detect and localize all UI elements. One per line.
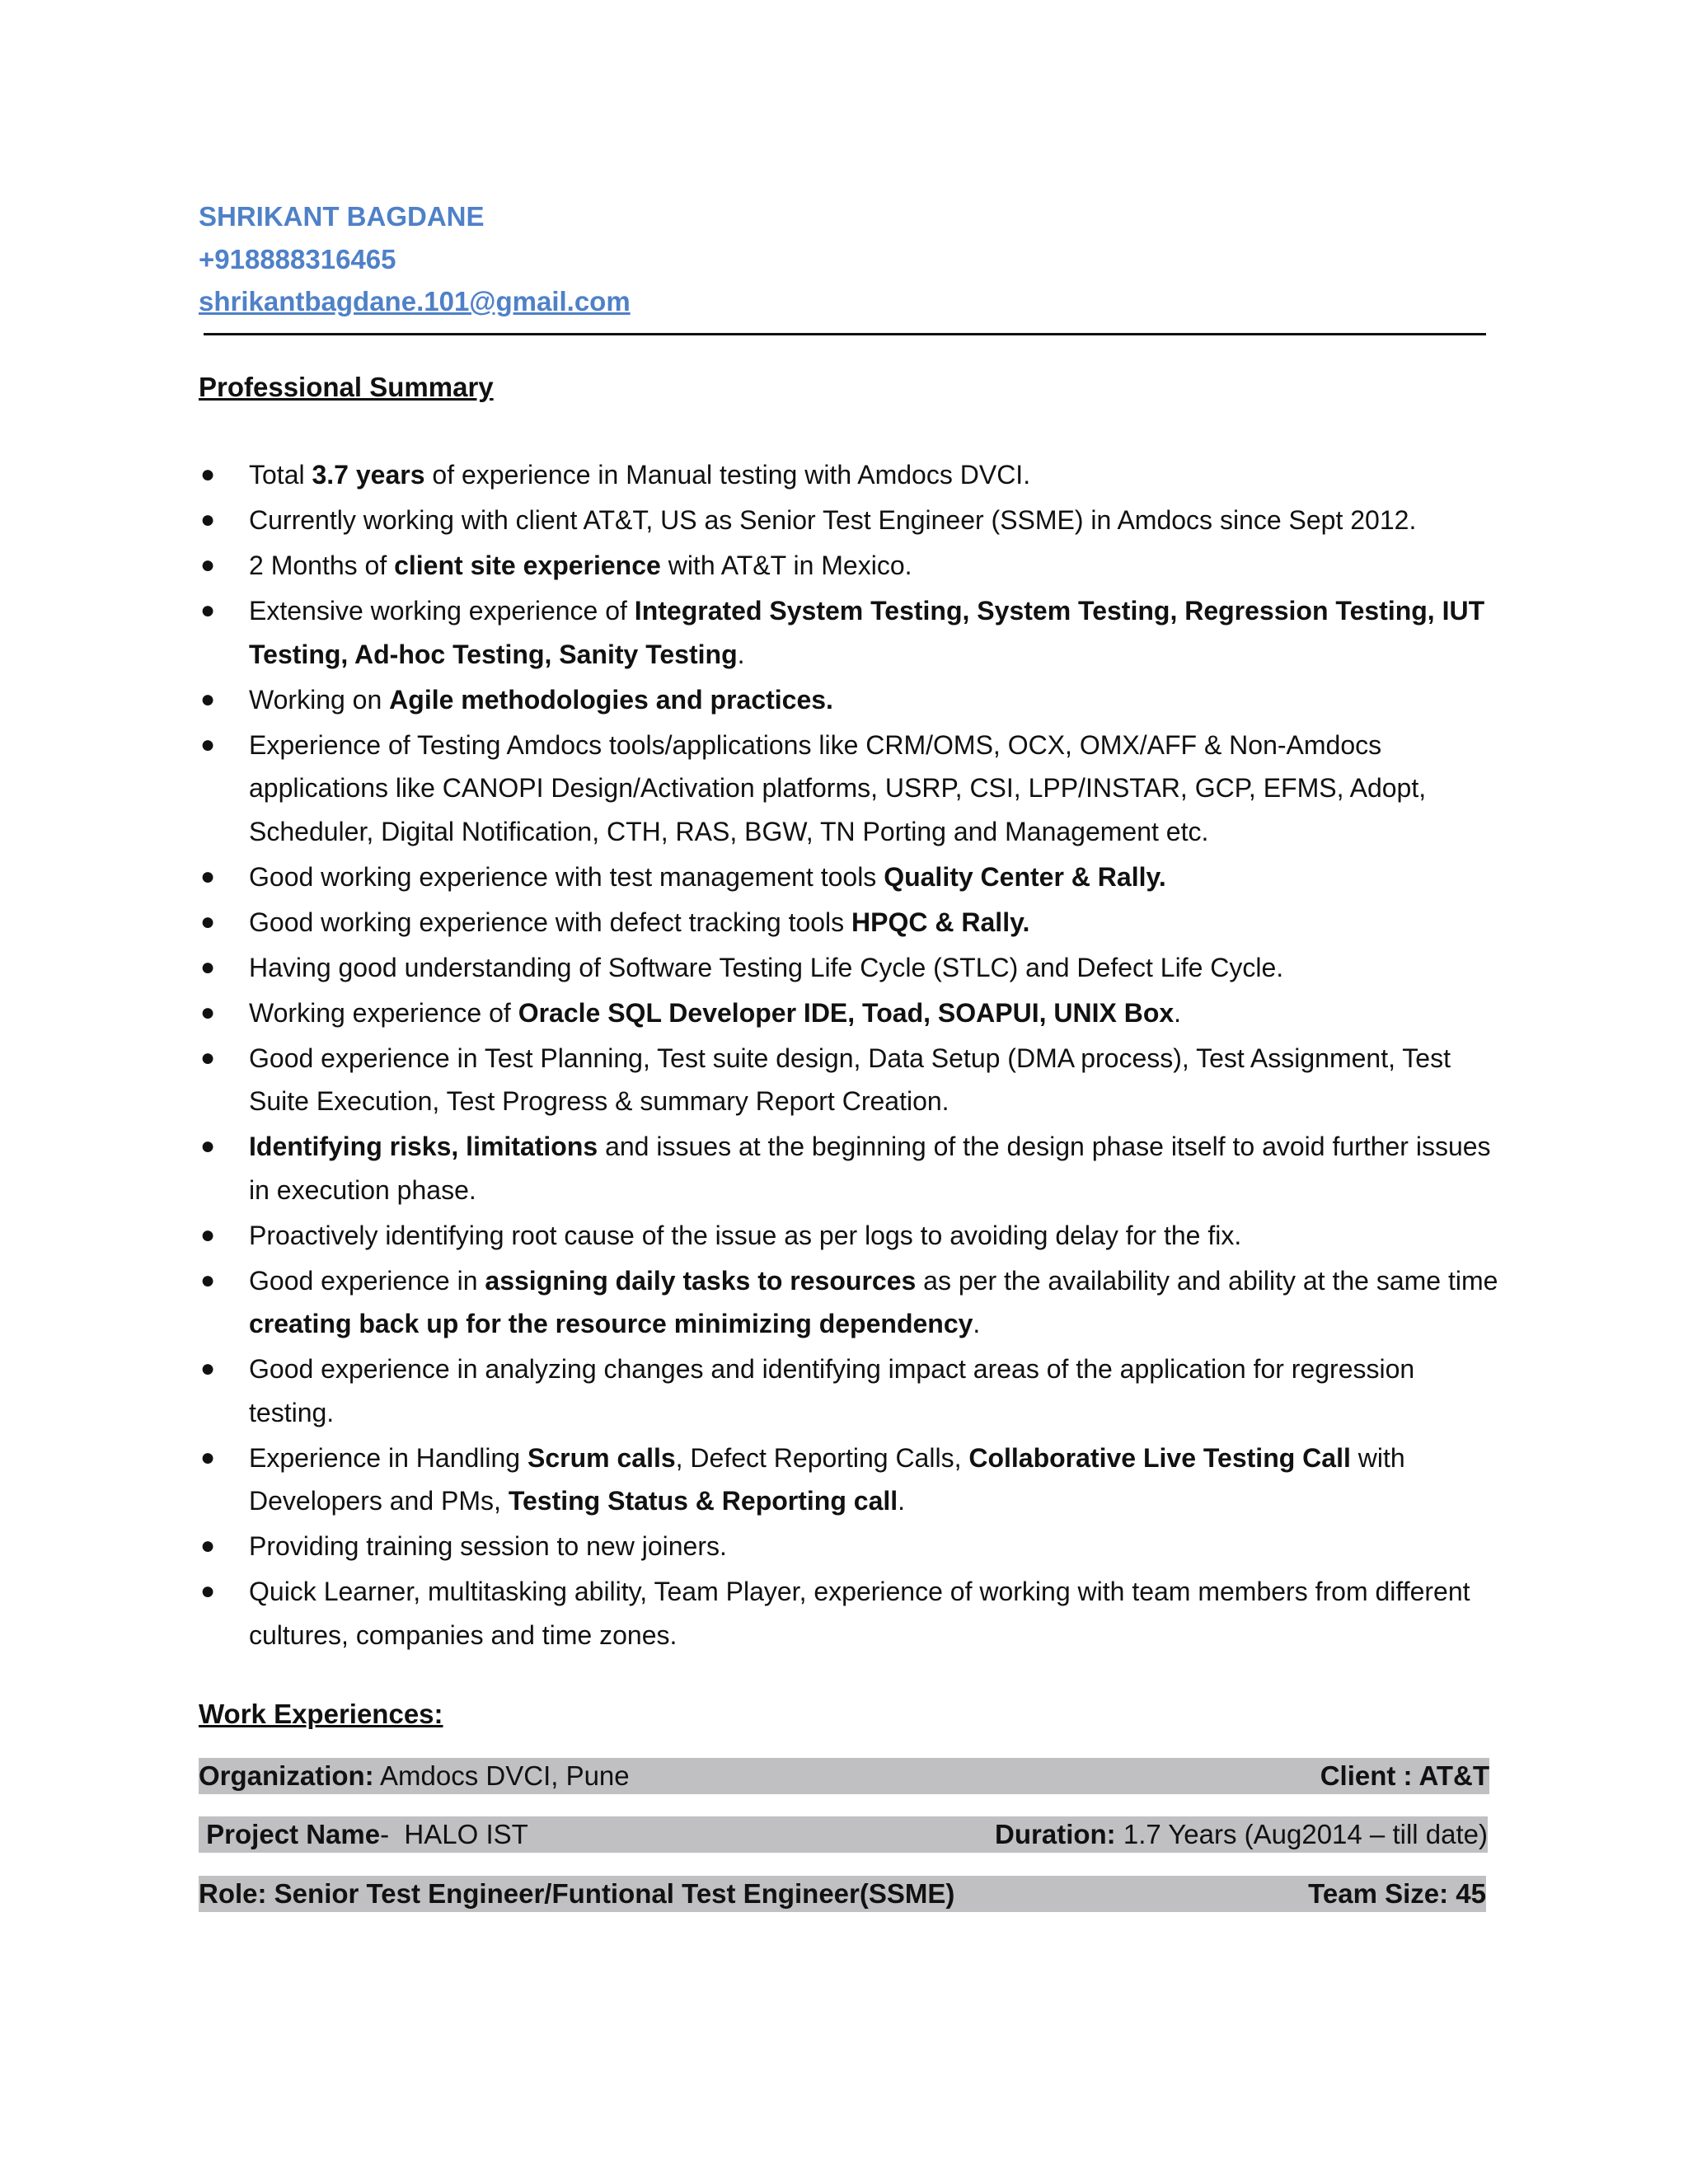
summary-item-text: 2 Months of [249, 551, 395, 580]
summary-item [199, 453, 1501, 497]
summary-item-text: Quick Learner, multitasking ability, Team Player, experience of working with team members from different cultures, companies and time zones. [249, 1577, 1470, 1650]
summary-item-text: Good experience in analyzing changes and identifying impact areas of the application for regression testing. [249, 1354, 1415, 1427]
summary-item-text: , Defect Reporting Calls, [675, 1442, 969, 1473]
summary-item-text: Good working experience with test management tools [249, 861, 884, 892]
summary-item-text: Currently working with client AT&T, US as Senior Test Engineer (SSME) in Amdocs since Sept 2012. [249, 505, 1417, 535]
email-link[interactable]: shrikantbagdane.101@gmail.com [199, 286, 631, 316]
summary-item [199, 724, 1501, 854]
professional-summary-list [199, 453, 1501, 1659]
summary-item-text: and issues at the beginning of the design phase itself to avoid further issues in execution phase. [249, 1132, 1491, 1205]
summary-item-text: with AT&T in Mexico. [660, 551, 912, 580]
summary-item-emphasis: Identifying risks, limitations [249, 1132, 598, 1161]
bullet-icon: ● [200, 730, 216, 758]
organization-bar [199, 1758, 1489, 1794]
summary-item [199, 855, 1501, 899]
summary-item-text: Total [249, 460, 312, 490]
summary-item [199, 1037, 1501, 1123]
summary-item-emphasis: Scrum calls [527, 1442, 676, 1473]
summary-item-text: Providing training session to new joiners. [249, 1531, 727, 1561]
project-value: - HALO IST [380, 1819, 528, 1849]
bullet-icon: ● [200, 953, 216, 981]
summary-item-text: . [898, 1486, 906, 1516]
summary-item [199, 1125, 1501, 1212]
professional-summary-heading: Professional Summary [199, 372, 494, 402]
summary-item [199, 1436, 1501, 1523]
organization-label: Organization: [199, 1760, 374, 1791]
summary-item-text: of experience in Manual testing with Amdocs DVCI. [424, 460, 1031, 490]
bullet-icon: ● [200, 685, 216, 713]
summary-item [199, 1570, 1501, 1657]
duration-field [995, 1816, 1488, 1853]
summary-item-text: with Developers and PMs, [249, 1442, 1405, 1516]
summary-item [199, 1347, 1501, 1434]
summary-item-text: Working on [249, 684, 390, 715]
work-experiences-heading: Work Experiences: [199, 1699, 443, 1729]
candidate-name: SHRIKANT BAGDANE [199, 201, 485, 232]
summary-item-text: . [1174, 997, 1182, 1028]
summary-item-emphasis: Integrated System Testing, System Testing, Regression Testing, IUT Testing, Ad-hoc Testing, Sanity Testing [249, 596, 1485, 669]
bullet-icon: ● [200, 862, 216, 890]
bullet-icon: ● [200, 1221, 216, 1249]
summary-item [199, 678, 1501, 722]
summary-item-text: Good experience in [249, 1265, 485, 1296]
summary-item-emphasis: client site experience [394, 551, 661, 580]
bullet-icon: ● [200, 1266, 216, 1294]
organization-field [199, 1758, 630, 1794]
bullet-icon: ● [200, 907, 216, 935]
summary-item-text: Experience in Handling [249, 1442, 528, 1473]
summary-item-text: Good working experience with defect tracking tools [249, 907, 852, 937]
summary-item-text: Proactively identifying root cause of the issue as per logs to avoiding delay for the fix. [249, 1220, 1242, 1250]
project-label: Project Name [199, 1819, 381, 1849]
bullet-icon: ● [200, 1043, 216, 1071]
duration-value: 1.7 Years (Aug2014 – till date) [1115, 1819, 1488, 1849]
duration-label: Duration: [995, 1819, 1116, 1849]
summary-item [199, 589, 1501, 676]
project-field [199, 1816, 528, 1853]
summary-item [199, 499, 1501, 542]
summary-item-text: Good experience in Test Planning, Test suite design, Data Setup (DMA process), Test Assignment, Test Suite Execution, Test Progress & summary Report Creation. [249, 1043, 1451, 1116]
project-bar [199, 1816, 1488, 1853]
bullet-icon: ● [200, 461, 216, 488]
bullet-icon: ● [200, 998, 216, 1026]
summary-item-emphasis: Collaborative Live Testing Call [968, 1442, 1351, 1473]
summary-item [199, 946, 1501, 990]
bullet-icon: ● [200, 551, 216, 579]
summary-item-emphasis: assigning daily tasks to resources [485, 1265, 917, 1296]
bullet-icon: ● [200, 1532, 216, 1559]
bullet-icon: ● [200, 506, 216, 533]
summary-item [199, 991, 1501, 1035]
summary-item-text: Working experience of [249, 997, 518, 1028]
summary-item-emphasis: creating back up for the resource minimizing dependency [249, 1309, 973, 1338]
summary-item-text: Extensive working experience of [249, 596, 635, 626]
summary-item-emphasis: Agile methodologies and practices. [389, 684, 833, 715]
role-bar [199, 1876, 1486, 1912]
summary-item [199, 1214, 1501, 1258]
summary-item-emphasis: Testing Status & Reporting call [508, 1486, 898, 1516]
summary-item [199, 544, 1501, 588]
summary-item [199, 901, 1501, 944]
summary-item-text: Having good understanding of Software Testing Life Cycle (STLC) and Defect Life Cycle. [249, 952, 1284, 982]
organization-value: Amdocs DVCI, Pune [373, 1760, 630, 1791]
client-label: Client : AT&T [1320, 1760, 1489, 1791]
summary-item-emphasis: 3.7 years [312, 460, 425, 490]
bullet-icon: ● [200, 597, 216, 624]
summary-item-text: . [973, 1309, 981, 1338]
summary-item-text: . [737, 639, 745, 669]
summary-item-emphasis: Oracle SQL Developer IDE, Toad, SOAPUI, UNIX Box [518, 997, 1175, 1028]
summary-item [199, 1259, 1501, 1346]
role-label: Role: Senior Test Engineer/Funtional Test Engineer(SSME) [199, 1878, 955, 1909]
summary-item-text: as per the availability and ability at the same time [916, 1265, 1498, 1296]
bullet-icon: ● [200, 1355, 216, 1382]
bullet-icon: ● [200, 1132, 216, 1160]
team-size-label: Team Size: 45 [1308, 1878, 1486, 1909]
summary-item-emphasis: HPQC & Rally. [851, 907, 1030, 937]
summary-item [199, 1525, 1501, 1568]
bullet-icon: ● [200, 1443, 216, 1471]
bullet-icon: ● [200, 1577, 216, 1605]
summary-item-text: Experience of Testing Amdocs tools/applications like CRM/OMS, OCX, OMX/AFF & Non-Amdocs applications like CANOPI Design/Activation platforms, USRP, CSI, LPP/INSTAR, GCP, EFMS, Adopt, Scheduler, Digital Notification, CTH, RAS, BGW, TN Porting and Management etc. [249, 729, 1427, 846]
header-divider [204, 333, 1486, 335]
phone-number: +918888316465 [199, 244, 396, 274]
summary-item-emphasis: Quality Center & Rally. [884, 861, 1166, 892]
